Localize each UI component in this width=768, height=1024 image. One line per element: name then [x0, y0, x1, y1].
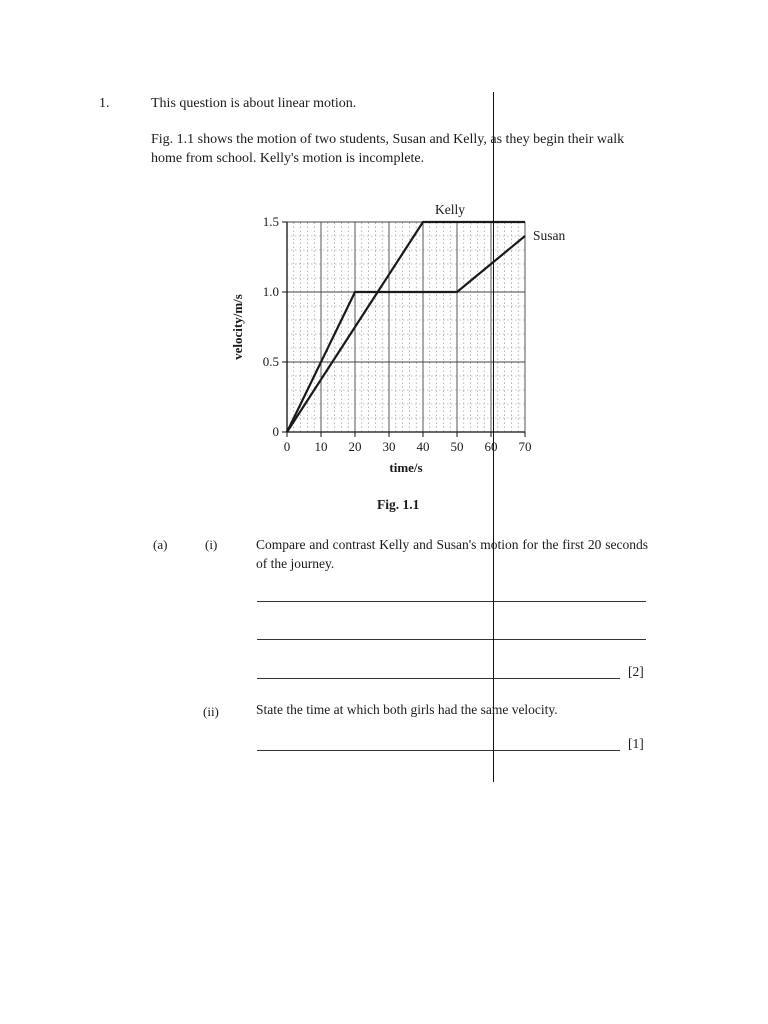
figure-caption: Fig. 1.1 [377, 497, 420, 512]
y-axis-label: velocity/m/s [230, 294, 245, 360]
part-a-label: (a) [153, 537, 168, 552]
x-axis-label: time/s [389, 460, 423, 475]
vertical-scan-line [493, 92, 494, 782]
x-tick-label: 30 [382, 439, 396, 454]
series-label-kelly: Kelly [435, 202, 465, 217]
y-tick-label: 0 [272, 424, 279, 439]
y-tick-label: 1.5 [262, 214, 279, 229]
x-tick-label: 50 [450, 439, 464, 454]
answer-line-2[interactable] [257, 639, 646, 640]
series-label-susan: Susan [533, 228, 566, 243]
answer-line-4[interactable] [257, 750, 620, 751]
x-tick-label: 10 [314, 439, 328, 454]
series-line-kelly [287, 222, 525, 432]
part-a-i-question: Compare and contrast Kelly and Susan's motion for the first 20 seconds of the journey. [256, 537, 648, 571]
answer-line-1[interactable] [257, 601, 646, 602]
y-tick-label: 1.0 [262, 284, 279, 299]
x-tick-label: 20 [348, 439, 362, 454]
x-tick-label: 40 [416, 439, 430, 454]
y-tick-label: 0.5 [262, 354, 279, 369]
question-number: 1. [99, 96, 110, 111]
part-a-i-marks: [2] [628, 664, 644, 679]
x-tick-label: 70 [518, 439, 532, 454]
part-a-ii-question: State the time at which both girls had the same velocity. [256, 702, 558, 717]
question-intro: This question is about linear motion. [151, 96, 357, 111]
answer-line-3[interactable] [257, 678, 620, 679]
x-tick-label: 0 [283, 439, 291, 454]
part-a-i-label: (i) [205, 537, 218, 552]
part-a-ii-marks: [1] [628, 736, 644, 751]
question-description: Fig. 1.1 shows the motion of two students, Susan and Kelly, as they begin their walk home from school. Kelly's motion is incomplete. [151, 132, 625, 166]
series-line-susan [287, 236, 525, 432]
x-tick-label: 60 [484, 439, 498, 454]
part-a-ii-label: (ii) [203, 704, 219, 719]
